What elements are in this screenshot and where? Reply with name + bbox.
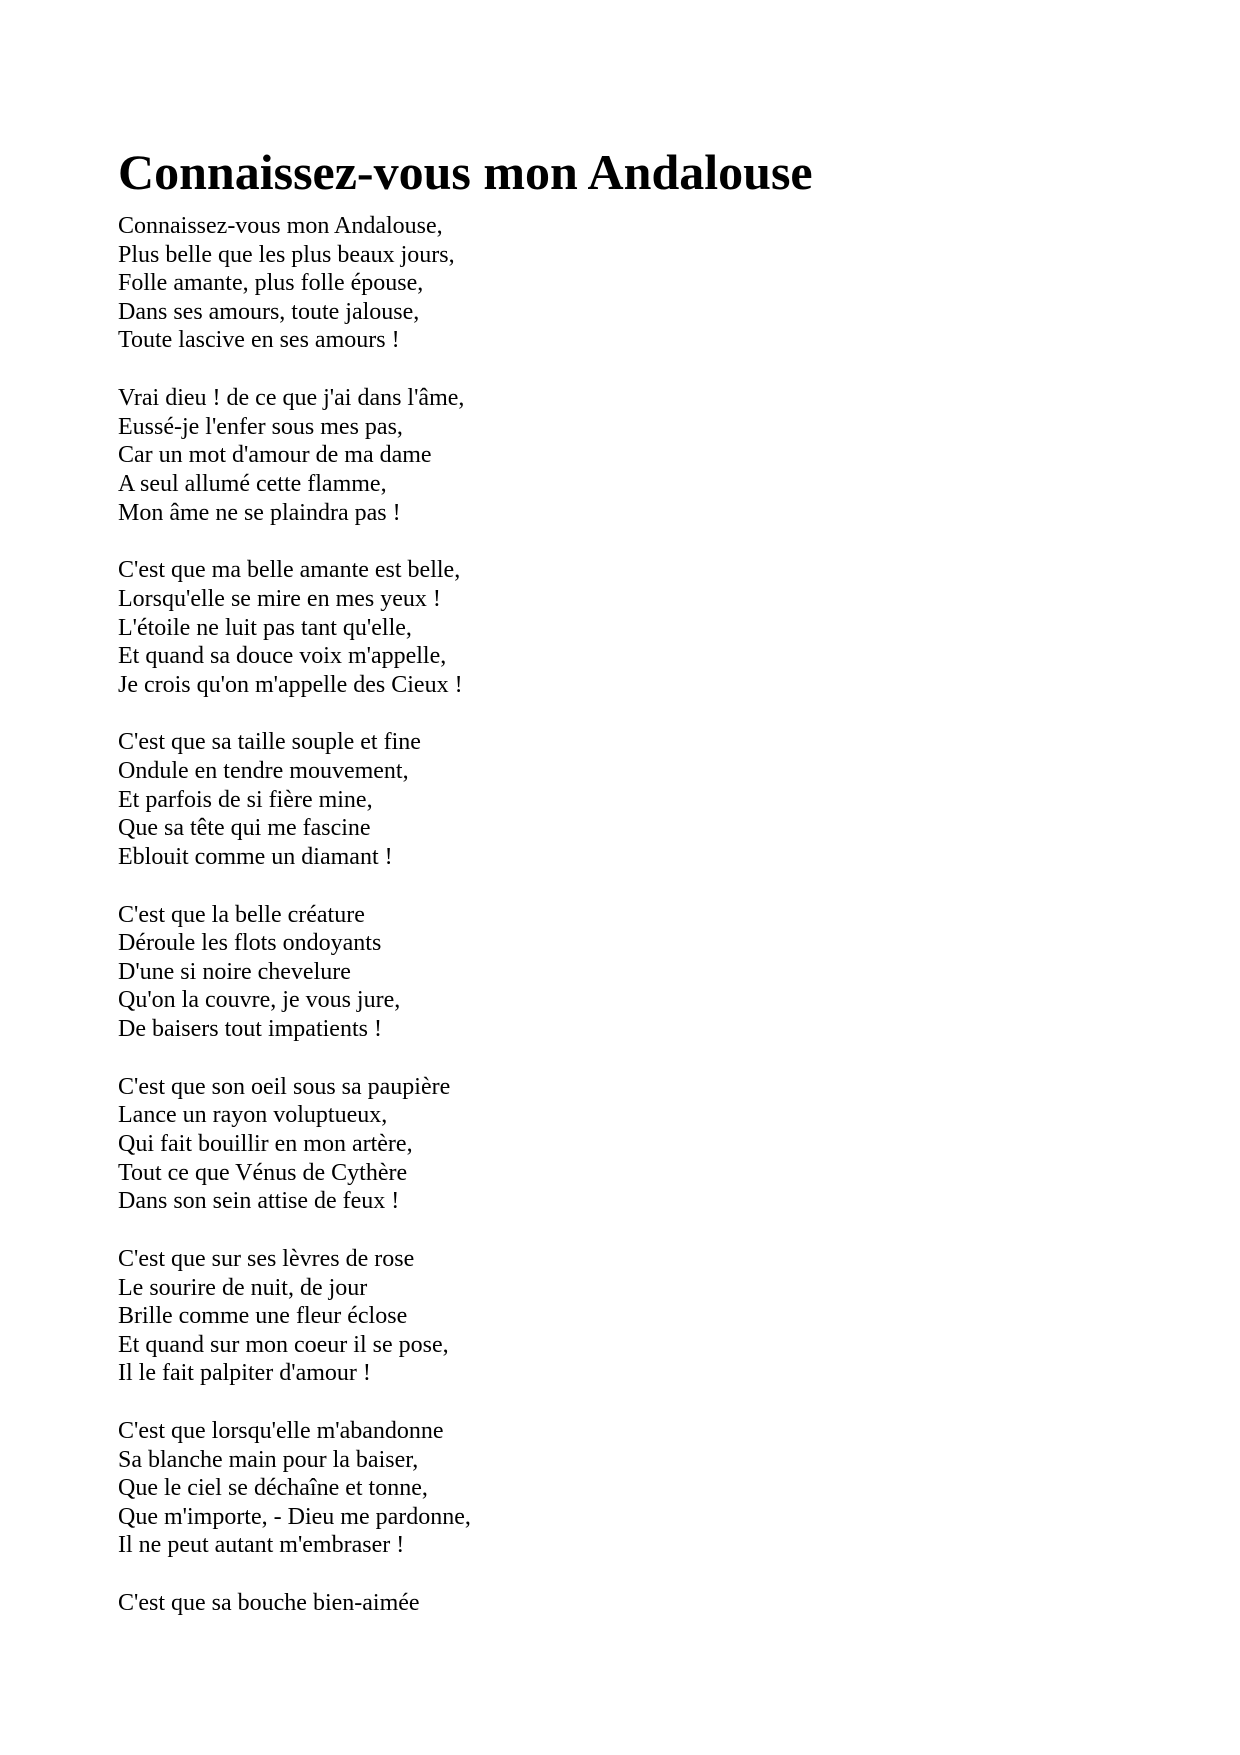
poem-line: Connaissez-vous mon Andalouse, (118, 213, 443, 239)
stanza (118, 212, 1118, 355)
poem-line: Car un mot d'amour de ma dame (118, 442, 432, 469)
poem-line: D'une si noire chevelure (118, 958, 351, 985)
poem-line: Lance un rayon voluptueux, (118, 1102, 388, 1129)
poem-line: Que sa tête qui me fascine (118, 815, 371, 842)
stanza (118, 728, 1118, 871)
poem-line: Dans ses amours, toute jalouse, (118, 298, 420, 325)
poem-line: C'est que ma belle amante est belle, (118, 557, 461, 584)
stanza (118, 1245, 1118, 1388)
poem-line: Dans son sein attise de feux ! (118, 1188, 400, 1215)
stanza (118, 1417, 1118, 1560)
poem-line: C'est que lorsqu'elle m'abandonne (118, 1418, 444, 1445)
poem-line: C'est que sa taille souple et fine (118, 729, 421, 756)
poem-line: Eblouit comme un diamant ! (118, 843, 393, 870)
poem-line: C'est que sa bouche bien-aimée (118, 1590, 420, 1617)
poem-line: Vrai dieu ! de ce que j'ai dans l'âme, (118, 385, 465, 412)
poem-line: Ondule en tendre mouvement, (118, 758, 409, 785)
stanza (118, 556, 1118, 699)
poem-line: Et quand sa douce voix m'appelle, (118, 643, 447, 670)
poem-line: Mon âme ne se plaindra pas ! (118, 499, 401, 526)
poem-line: Que le ciel se déchaîne et tonne, (118, 1475, 428, 1502)
poem-line: C'est que sur ses lèvres de rose (118, 1245, 415, 1272)
poem-line: C'est que la belle créature (118, 901, 365, 928)
stanza (118, 1589, 1118, 1618)
poem-line: Sa blanche main pour la baiser, (118, 1446, 419, 1473)
poem-line: Déroule les flots ondoyants (118, 930, 382, 957)
poem-line: Folle amante, plus folle épouse, (118, 270, 424, 297)
poem-line: Je crois qu'on m'appelle des Cieux ! (118, 671, 463, 698)
poem-line: Il le fait palpiter d'amour ! (118, 1360, 371, 1387)
poem-line: Lorsqu'elle se mire en mes yeux ! (118, 585, 441, 612)
poem-line: Qui fait bouillir en mon artère, (118, 1130, 413, 1157)
page-title: Connaissez-vous mon Andalouse (118, 144, 813, 200)
poem-line: Toute lascive en ses amours ! (118, 327, 400, 354)
stanza (118, 901, 1118, 1044)
poem-line: Plus belle que les plus beaux jours, (118, 241, 455, 268)
poem-line: Qu'on la couvre, je vous jure, (118, 987, 401, 1014)
poem-line: Il ne peut autant m'embraser ! (118, 1532, 405, 1559)
poem-line: Le sourire de nuit, de jour (118, 1274, 368, 1301)
poem-line: Eussé-je l'enfer sous mes pas, (118, 413, 403, 440)
poem-line: A seul allumé cette flamme, (118, 470, 387, 497)
poem-line: Et parfois de si fière mine, (118, 786, 373, 813)
poem-line: L'étoile ne luit pas tant qu'elle, (118, 614, 412, 641)
poem-line: C'est que son oeil sous sa paupière (118, 1073, 451, 1100)
stanza (118, 1073, 1118, 1216)
stanza (118, 384, 1118, 527)
poem-line: Brille comme une fleur éclose (118, 1303, 408, 1330)
poem-line: Tout ce que Vénus de Cythère (118, 1159, 408, 1186)
poem-line: Et quand sur mon coeur il se pose, (118, 1331, 449, 1358)
poem-body (118, 212, 1118, 1647)
poem-line: Que m'importe, - Dieu me pardonne, (118, 1503, 471, 1530)
poem-line: De baisers tout impatients ! (118, 1016, 382, 1042)
